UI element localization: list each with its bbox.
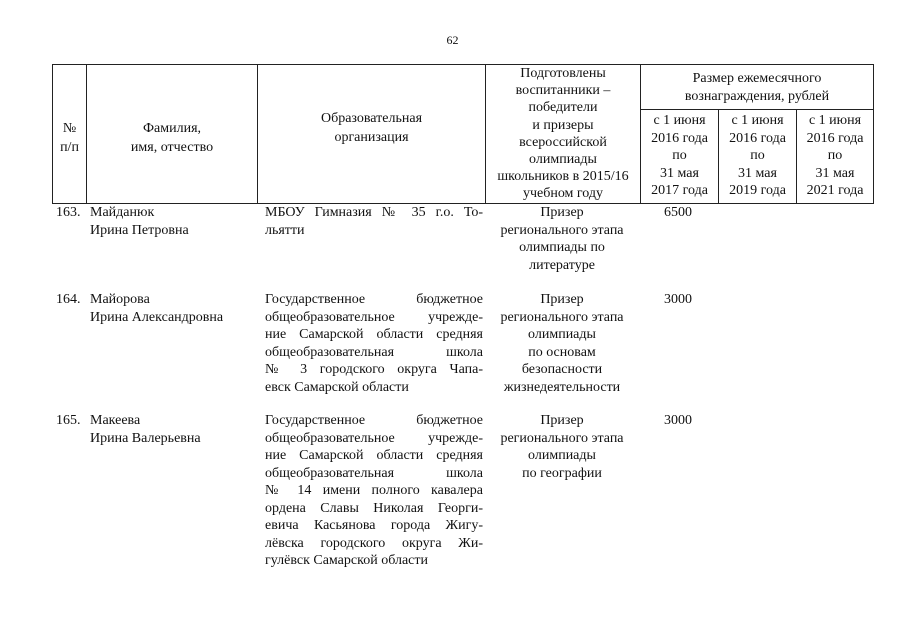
org-line: ние Самарской области средняя — [265, 327, 483, 342]
header-name: Фамилия, имя, отчество — [130, 121, 214, 155]
prize-line: безопасности — [521, 362, 603, 377]
row-given-names: Ирина Петровна — [90, 222, 189, 238]
row-organization — [265, 204, 483, 239]
row-amount: 3000 — [664, 413, 692, 428]
org-line: льятти — [265, 222, 305, 238]
prize-line: регионального этапа — [500, 222, 624, 238]
row-prize — [489, 412, 635, 482]
prize-line: олимпиады — [528, 448, 596, 463]
row-surname: Майорова — [90, 292, 150, 307]
prize-line: олимпиады по — [519, 240, 605, 255]
row-number: 164. — [56, 292, 81, 307]
row-surname: Майданюк — [90, 205, 155, 220]
header-period-2019: с 1 июня 2016 года по 31 мая 2019 года — [729, 113, 786, 199]
row-given-names: Ирина Валерьевна — [90, 430, 201, 446]
header-no: № п/п — [60, 121, 79, 155]
prize-line: по основам — [528, 344, 596, 360]
row-number: 163. — [56, 205, 81, 220]
row-number: 165. — [56, 413, 81, 428]
header-period-2021: с 1 июня 2016 года по 31 мая 2021 года — [806, 113, 864, 199]
org-line: ордена Славы Николая Георги- — [265, 500, 483, 516]
org-line: общеобразовательная школа — [265, 344, 483, 360]
row-amount: 6500 — [664, 205, 692, 220]
header-prepared: Подготовлены воспитанники – победители и призеры всероссийской олимпиады школьников в 2015/16 учебном году — [497, 66, 629, 202]
org-line: № 3 городского округа Чапа- — [265, 362, 483, 377]
org-line: общеобразовательное учрежде- — [265, 309, 483, 325]
org-line: № 14 имени полного кавалера — [265, 483, 483, 498]
header-organization: Образовательная организация — [320, 111, 423, 145]
org-line: Государственное бюджетное — [265, 413, 483, 428]
org-line: общеобразовательное учрежде- — [265, 430, 483, 446]
header-period-2017: с 1 июня 2016 года по 31 мая 2017 года — [651, 113, 708, 199]
prize-line: регионального этапа — [500, 430, 624, 446]
org-line: гулёвск Самарской области — [265, 553, 428, 568]
row-amount: 3000 — [664, 292, 692, 307]
prize-line: по географии — [522, 465, 602, 481]
header-reward: Размер ежемесячного вознаграждения, рублей — [684, 71, 830, 104]
prize-line: Призер — [540, 292, 584, 307]
org-line: общеобразовательная школа — [265, 465, 483, 481]
row-surname: Макеева — [90, 413, 141, 428]
page-number: 62 — [446, 33, 459, 47]
org-line: ние Самарской области средняя — [265, 448, 483, 463]
org-line: евск Самарской области — [265, 379, 409, 395]
prize-line: олимпиады — [528, 327, 596, 342]
row-organization — [265, 412, 483, 570]
prize-line: литературе — [529, 257, 595, 273]
row-prize — [489, 204, 635, 274]
prize-line: регионального этапа — [500, 309, 624, 325]
row-prize — [489, 291, 635, 396]
org-line: евича Касьянова города Жигу- — [265, 518, 483, 533]
prize-line: Призер — [540, 413, 584, 428]
row-given-names: Ирина Александровна — [90, 309, 224, 325]
prize-line: жизнедеятельности — [503, 379, 621, 395]
org-line: лёвска городского округа Жи- — [265, 535, 483, 551]
prize-line: Призер — [540, 205, 584, 220]
org-line: Государственное бюджетное — [265, 292, 483, 307]
row-organization — [265, 291, 483, 396]
org-line: МБОУ Гимназия № 35 г.о. То- — [265, 205, 483, 220]
